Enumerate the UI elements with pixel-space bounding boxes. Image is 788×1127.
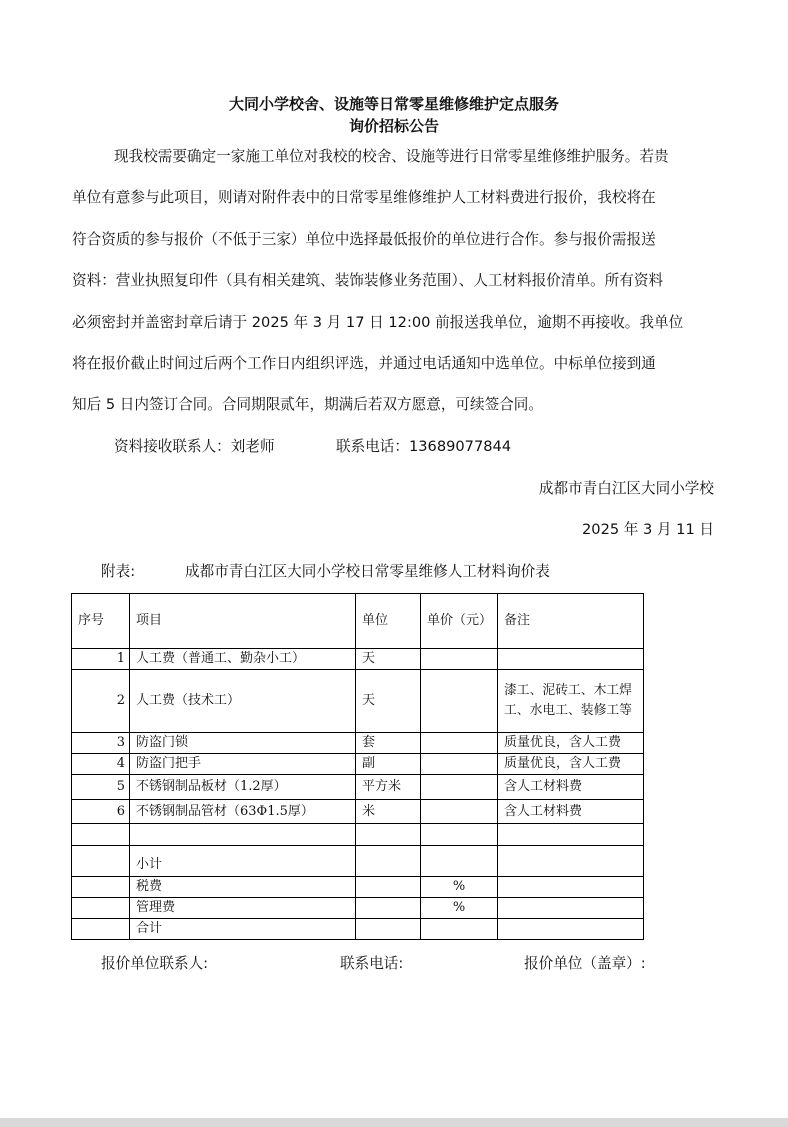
body-line: 单位有意参与此项目，则请对附件表中的日常零星维修维护人工材料费进行报价，我校将在 — [72, 189, 656, 207]
body-line: 必须密封并盖密封章后请于 2025 年 3 月 17 日 12:00 前报送我单位，逾期不再接收。我单位 — [72, 313, 684, 331]
document-subtitle: 询价招标公告 — [348, 117, 439, 135]
body-line: 符合资质的参与报价（不低于三家）单位中选择最低报价的单位进行合作。参与报价需报送 — [72, 230, 656, 248]
table-row: 1 人工费（普通工、勤杂小工） 天 — [72, 649, 644, 670]
body-line: 知后 5 日内签订合同。合同期限贰年，期满后若双方愿意，可续签合同。 — [72, 396, 543, 414]
body-line: 现我校需要确定一家施工单位对我校的校舍、设施等进行日常零星维修维护服务。若贵 — [114, 148, 669, 165]
table-row: 5 不锈钢制品板材（1.2厚） 平方米 含人工材料费 — [72, 775, 644, 800]
table-row: 合计 — [72, 919, 644, 940]
quote-table — [71, 593, 644, 940]
table-row — [72, 824, 644, 846]
footer-unit-seal: 报价单位（盖章）: — [524, 955, 646, 972]
header-cell-item: 项目 — [130, 594, 356, 649]
issue-date: 2025 年 3 月 11 日 — [582, 521, 714, 538]
table-row: 6 不锈钢制品管材（63Φ1.5厚） 米 含人工材料费 — [72, 800, 644, 824]
table-row: 2 人工费（技术工） 天 漆工、泥砖工、木工焊工、水电工、装修工等 — [72, 670, 644, 733]
document-title: 大同小学校舍、设施等日常零星维修维护定点服务 — [228, 95, 559, 113]
body-line: 将在报价截止时间过后两个工作日内组织评选，并通过电话通知中选单位。中标单位接到通 — [72, 355, 656, 373]
table-row: 3 防盗门锁 套 质量优良，含人工费 — [72, 733, 644, 754]
header-cell-price: 单价（元） — [421, 594, 498, 649]
header-cell-remark: 备注 — [498, 594, 644, 649]
table-row: 小计 — [72, 846, 644, 877]
attachment-label: 附表: — [101, 563, 136, 580]
body-paragraph — [72, 136, 718, 426]
issuer-name: 成都市青白江区大同小学校 — [538, 480, 714, 497]
header-cell-no: 序号 — [72, 594, 130, 649]
contact-line — [114, 437, 511, 457]
footer-contact-person: 报价单位联系人: — [101, 955, 209, 972]
attachment-heading — [101, 562, 550, 582]
header-cell-unit: 单位 — [356, 594, 421, 649]
table-row: 税费 % — [72, 877, 644, 898]
body-line: 资料：营业执照复印件（具有相关建筑、装饰装修业务范围）、人工材料报价清单。所有资料 — [72, 272, 664, 290]
table-row: 4 防盗门把手 副 质量优良，含人工费 — [72, 754, 644, 775]
table-header-row — [72, 594, 644, 649]
attachment-title: 成都市青白江区大同小学校日常零星维修人工材料询价表 — [185, 563, 550, 580]
viewer-bottom-edge — [0, 1118, 788, 1127]
footer-phone: 联系电话: — [340, 955, 404, 972]
contact-phone: 联系电话：13689077844 — [336, 438, 512, 455]
contact-person: 资料接收联系人：刘老师 — [114, 438, 275, 455]
table-row: 管理费 % — [72, 898, 644, 919]
